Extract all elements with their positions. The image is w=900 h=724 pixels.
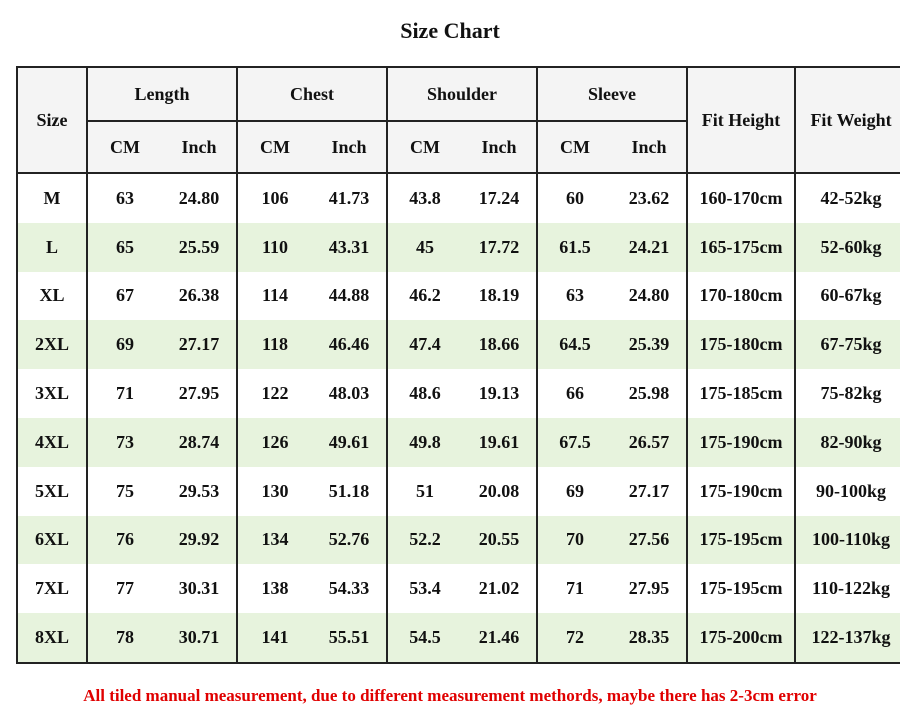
cell-fit-height: 165-175cm (687, 223, 795, 272)
header-chest: Chest (237, 67, 387, 121)
cell-fit-weight: 42-52kg (795, 173, 900, 223)
cell-fit-weight: 52-60kg (795, 223, 900, 272)
header-shoulder: Shoulder (387, 67, 537, 121)
cell-sleeve-inch: 27.95 (628, 578, 670, 599)
cell-sleeve-cm: 64.5 (537, 320, 612, 369)
cell-length-inch: 29.53 (178, 480, 220, 501)
table-row (17, 320, 900, 369)
cell-length-inch: 30.71 (162, 613, 237, 663)
cell-length-cm: 69 (87, 320, 162, 369)
cell-shoulder-cm: 45 (387, 223, 462, 272)
cell-size: L (17, 223, 87, 272)
cell-fit-height: 175-195cm (687, 516, 795, 565)
cell-fit-weight: 82-90kg (795, 418, 900, 467)
cell-size: 4XL (17, 418, 87, 467)
header-fit-height: Fit Height (687, 67, 795, 173)
cell-fit-weight: 75-82kg (795, 369, 900, 418)
subheader-chest-inch: Inch (312, 121, 387, 173)
cell-sleeve-inch: 27.56 (612, 516, 687, 565)
cell-chest-inch: 44.88 (328, 285, 370, 306)
cell-length-inch: 28.74 (162, 418, 237, 467)
cell-shoulder-inch: 18.19 (478, 285, 520, 306)
cell-sleeve-cm: 66 (537, 369, 612, 418)
header-sleeve: Sleeve (537, 67, 687, 121)
cell-fit-weight: 110-122kg (795, 564, 900, 613)
subheader-chest-cm: CM (237, 121, 312, 173)
cell-fit-height: 175-190cm (687, 418, 795, 467)
cell-shoulder-inch: 21.02 (478, 578, 520, 599)
cell-chest-cm: 138 (237, 564, 312, 613)
cell-size: XL (39, 285, 65, 306)
cell-length-cm: 65 (87, 223, 162, 272)
cell-shoulder-cm: 48.6 (387, 369, 462, 418)
cell-chest-cm: 114 (237, 272, 312, 321)
cell-sleeve-cm: 70 (537, 516, 612, 565)
cell-length-cm: 77 (87, 564, 162, 613)
cell-chest-inch: 46.46 (312, 320, 387, 369)
cell-chest-cm: 141 (237, 613, 312, 663)
cell-size: M (43, 187, 61, 208)
cell-chest-cm: 130 (237, 467, 312, 516)
cell-sleeve-inch: 27.17 (628, 480, 670, 501)
cell-fit-height: 175-195cm (687, 564, 795, 613)
table-row (17, 467, 900, 516)
subheader-length-cm: CM (87, 121, 162, 173)
cell-size: 2XL (17, 320, 87, 369)
table-row (17, 564, 900, 613)
header-length: Length (87, 67, 237, 121)
cell-chest-inch: 43.31 (312, 223, 387, 272)
cell-fit-height: 175-185cm (687, 369, 795, 418)
cell-sleeve-inch: 24.21 (612, 223, 687, 272)
cell-sleeve-inch: 23.62 (628, 187, 670, 208)
table-row (17, 369, 900, 418)
cell-sleeve-inch: 25.39 (612, 320, 687, 369)
cell-chest-inch: 52.76 (312, 516, 387, 565)
cell-fit-weight: 122-137kg (795, 613, 900, 663)
cell-sleeve-cm: 60 (537, 173, 612, 223)
cell-chest-inch: 54.33 (328, 578, 370, 599)
cell-sleeve-cm: 72 (537, 613, 612, 663)
header-fit-weight: Fit Weight (795, 67, 900, 173)
cell-size: 5XL (34, 480, 69, 501)
cell-shoulder-inch: 20.08 (478, 480, 520, 501)
cell-length-cm: 71 (87, 369, 162, 418)
cell-fit-weight: 90-100kg (795, 467, 900, 516)
cell-chest-cm: 110 (237, 223, 312, 272)
cell-shoulder-cm: 51 (387, 467, 462, 516)
table-row (17, 418, 900, 467)
cell-chest-cm: 118 (237, 320, 312, 369)
cell-chest-inch: 41.73 (328, 187, 370, 208)
cell-length-cm: 78 (87, 613, 162, 663)
cell-chest-inch: 49.61 (312, 418, 387, 467)
measurement-note: All tiled manual measurement, due to different measurement methords, maybe there has 2-3cm error (83, 686, 817, 705)
subheader-shoulder-cm: CM (387, 121, 462, 173)
cell-shoulder-inch: 19.61 (462, 418, 537, 467)
cell-fit-height: 175-190cm (687, 467, 795, 516)
cell-length-inch: 29.92 (162, 516, 237, 565)
table-row (17, 173, 900, 223)
cell-sleeve-cm: 71 (537, 564, 612, 613)
cell-fit-height: 170-180cm (687, 272, 795, 321)
cell-shoulder-inch: 17.72 (462, 223, 537, 272)
cell-length-inch: 30.31 (178, 578, 220, 599)
table-row (17, 223, 900, 272)
cell-size: 8XL (17, 613, 87, 663)
table-body (17, 173, 900, 663)
cell-size: 7XL (34, 578, 69, 599)
cell-length-inch: 27.95 (178, 383, 220, 404)
subheader-shoulder-inch: Inch (462, 121, 537, 173)
cell-chest-inch: 51.18 (328, 480, 370, 501)
chart-title: Size Chart (400, 18, 500, 43)
subheader-sleeve-cm: CM (537, 121, 612, 173)
cell-length-cm: 63 (87, 173, 162, 223)
cell-shoulder-inch: 21.46 (462, 613, 537, 663)
cell-sleeve-inch: 25.98 (628, 383, 670, 404)
cell-size: 3XL (34, 383, 69, 404)
cell-chest-cm: 134 (237, 516, 312, 565)
table-row (17, 272, 900, 321)
cell-shoulder-cm: 43.8 (387, 173, 462, 223)
cell-sleeve-cm: 69 (537, 467, 612, 516)
table-row (17, 516, 900, 565)
size-table (16, 66, 900, 664)
cell-shoulder-inch: 18.66 (462, 320, 537, 369)
cell-sleeve-inch: 24.80 (628, 285, 670, 306)
cell-sleeve-inch: 26.57 (612, 418, 687, 467)
cell-chest-cm: 106 (237, 173, 312, 223)
cell-length-inch: 27.17 (162, 320, 237, 369)
header-size: Size (17, 67, 87, 173)
cell-chest-inch: 55.51 (312, 613, 387, 663)
cell-length-inch: 24.80 (178, 187, 220, 208)
cell-length-cm: 75 (87, 467, 162, 516)
cell-fit-weight: 60-67kg (795, 272, 900, 321)
cell-sleeve-cm: 61.5 (537, 223, 612, 272)
cell-size: 6XL (17, 516, 87, 565)
cell-shoulder-inch: 20.55 (462, 516, 537, 565)
cell-chest-cm: 126 (237, 418, 312, 467)
subheader-length-inch: Inch (162, 121, 237, 173)
cell-fit-weight: 100-110kg (795, 516, 900, 565)
cell-shoulder-inch: 19.13 (478, 383, 520, 404)
cell-shoulder-cm: 47.4 (387, 320, 462, 369)
cell-length-cm: 67 (87, 272, 162, 321)
table-row (17, 613, 900, 663)
cell-length-inch: 26.38 (178, 285, 220, 306)
cell-sleeve-cm: 63 (537, 272, 612, 321)
cell-fit-weight: 67-75kg (795, 320, 900, 369)
cell-chest-inch: 48.03 (328, 383, 370, 404)
cell-shoulder-cm: 49.8 (387, 418, 462, 467)
cell-sleeve-inch: 28.35 (612, 613, 687, 663)
table-header (17, 67, 900, 173)
cell-shoulder-cm: 46.2 (387, 272, 462, 321)
cell-shoulder-cm: 53.4 (387, 564, 462, 613)
cell-fit-height: 175-200cm (687, 613, 795, 663)
cell-length-cm: 73 (87, 418, 162, 467)
cell-chest-cm: 122 (237, 369, 312, 418)
cell-length-inch: 25.59 (162, 223, 237, 272)
cell-length-cm: 76 (87, 516, 162, 565)
cell-fit-height: 175-180cm (687, 320, 795, 369)
cell-fit-height: 160-170cm (687, 173, 795, 223)
subheader-sleeve-inch: Inch (612, 121, 687, 173)
cell-shoulder-inch: 17.24 (478, 187, 520, 208)
cell-shoulder-cm: 52.2 (387, 516, 462, 565)
cell-shoulder-cm: 54.5 (387, 613, 462, 663)
cell-sleeve-cm: 67.5 (537, 418, 612, 467)
